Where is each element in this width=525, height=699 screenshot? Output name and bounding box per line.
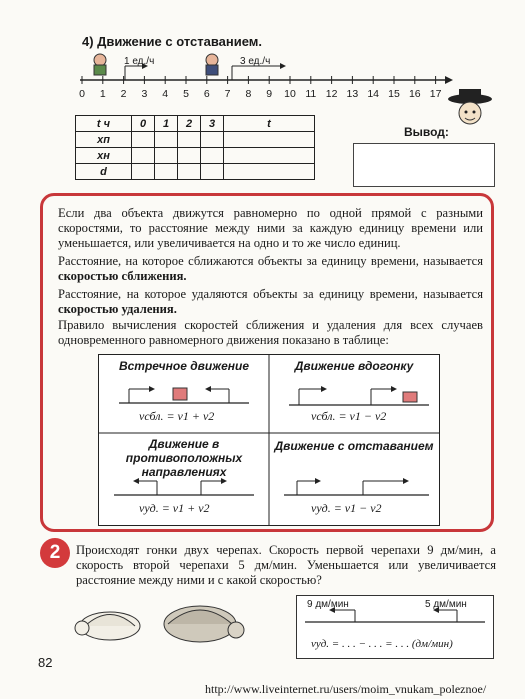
cell2-title: Движение вдогонку [294, 359, 414, 373]
speed-right-label: 5 дм/мин [425, 599, 467, 610]
tick-label: 3 [141, 88, 148, 100]
rule-p2-term: скоростью сближения. [58, 269, 187, 283]
motion-types-grid [98, 354, 440, 526]
row-label-xn: xн [76, 148, 132, 164]
cell[interactable] [155, 164, 178, 180]
tick-label: 14 [367, 88, 380, 100]
tick-label: 0 [79, 88, 85, 100]
tick-label: 10 [284, 88, 296, 100]
tick-label: 4 [162, 88, 169, 100]
cell[interactable] [178, 164, 201, 180]
tick-label: 8 [245, 88, 252, 100]
tick-label: 12 [325, 88, 338, 100]
tick-label: 6 [203, 88, 210, 100]
cell[interactable] [201, 132, 224, 148]
kid-right-icon [206, 54, 218, 75]
tick-label: 9 [266, 88, 273, 100]
tick-label: 5 [183, 88, 189, 100]
task-diagram [296, 595, 494, 659]
cell1-title: Встречное движение [118, 359, 250, 373]
header-2: 2 [178, 116, 201, 132]
task-number-badge: 2 [40, 538, 70, 568]
cell3-title: Движение в противоположных направлениях [125, 437, 243, 479]
speed-left-label: 9 дм/мин [307, 599, 349, 610]
cell[interactable] [178, 132, 201, 148]
cell1-formula: vсбл. = v1 + v2 [139, 409, 215, 423]
tick-label: 13 [346, 88, 359, 100]
rule-p3-term: скоростью удаления. [58, 302, 177, 316]
watermark-url: http://www.liveinternet.ru/users/moim_vnukam_poleznoe/ [205, 682, 487, 696]
rule-paragraph-4: Правило вычисления скоростей сближения и удаления для всех случаев одновременного равномерного движения показано в таблице: [58, 318, 483, 347]
cell[interactable] [132, 148, 155, 164]
cell3-formula: vуд. = v1 + v2 [139, 501, 210, 515]
answer-line: vуд. = . . . − . . . = . . . (дм/мин) [311, 638, 453, 650]
cell2-formula: vсбл. = v1 − v2 [311, 409, 387, 423]
rule-paragraph-3 [58, 287, 483, 317]
cell[interactable] [132, 132, 155, 148]
vyvod-label: Вывод: [404, 125, 449, 139]
header-3: 3 [201, 116, 224, 132]
rule-p2-text: Расстояние, на которое сближаются объекты за единицу времени, называется [58, 254, 483, 268]
cell[interactable] [224, 132, 315, 148]
rule-paragraph-2 [58, 254, 483, 284]
header-t-var: t [224, 116, 315, 132]
row-label-xp: xп [76, 132, 132, 148]
section-title: 4) Движение с отставанием. [82, 34, 263, 49]
cell[interactable] [201, 164, 224, 180]
cell[interactable] [155, 148, 178, 164]
movement-table [75, 115, 315, 180]
cell[interactable] [224, 148, 315, 164]
header-1: 1 [155, 116, 178, 132]
task-text: Происходят гонки двух черепах. Скорость первой черепахи 9 дм/мин, а скорость второй черепахи 5 дм/мин. Уменьшается или увеличивается расстояние между ними и с какой скоростью? [76, 543, 496, 587]
header-t: t ч [76, 116, 132, 132]
cell[interactable] [155, 132, 178, 148]
rule-paragraph-1: Если два объекта движутся равномерно по одной прямой с разными скоростями, то расстояние между ними за каждую единицу времени или уменьшается, или увеличивается на одно и то же число единиц. [58, 206, 483, 250]
header-0: 0 [132, 116, 155, 132]
cowboy-character-icon [445, 85, 495, 135]
kid-left-icon [94, 54, 106, 75]
cell[interactable] [224, 164, 315, 180]
cell[interactable] [201, 148, 224, 164]
cell[interactable] [132, 164, 155, 180]
cell[interactable] [178, 148, 201, 164]
tick-label: 1 [99, 88, 106, 100]
tick-label: 17 [429, 88, 442, 100]
speed1-label: 1 ед./ч [124, 56, 155, 67]
speed2-label: 3 ед./ч [240, 56, 271, 67]
cell4-formula: vуд. = v1 − v2 [311, 501, 382, 515]
cell4-title: Движение с отставанием [274, 439, 434, 453]
tick-label: 7 [224, 88, 231, 100]
tick-label: 11 [305, 88, 317, 100]
vyvod-answer-box[interactable] [353, 143, 495, 187]
rule-p3-text: Расстояние, на которое удаляются объекты за единицу времени, называется [58, 287, 483, 301]
tick-label: 16 [408, 88, 421, 100]
tick-label: 15 [388, 88, 400, 100]
row-label-d: d [76, 164, 132, 180]
turtles-illustration [70, 598, 250, 648]
tick-label: 2 [120, 88, 127, 100]
page-number: 82 [38, 655, 53, 670]
